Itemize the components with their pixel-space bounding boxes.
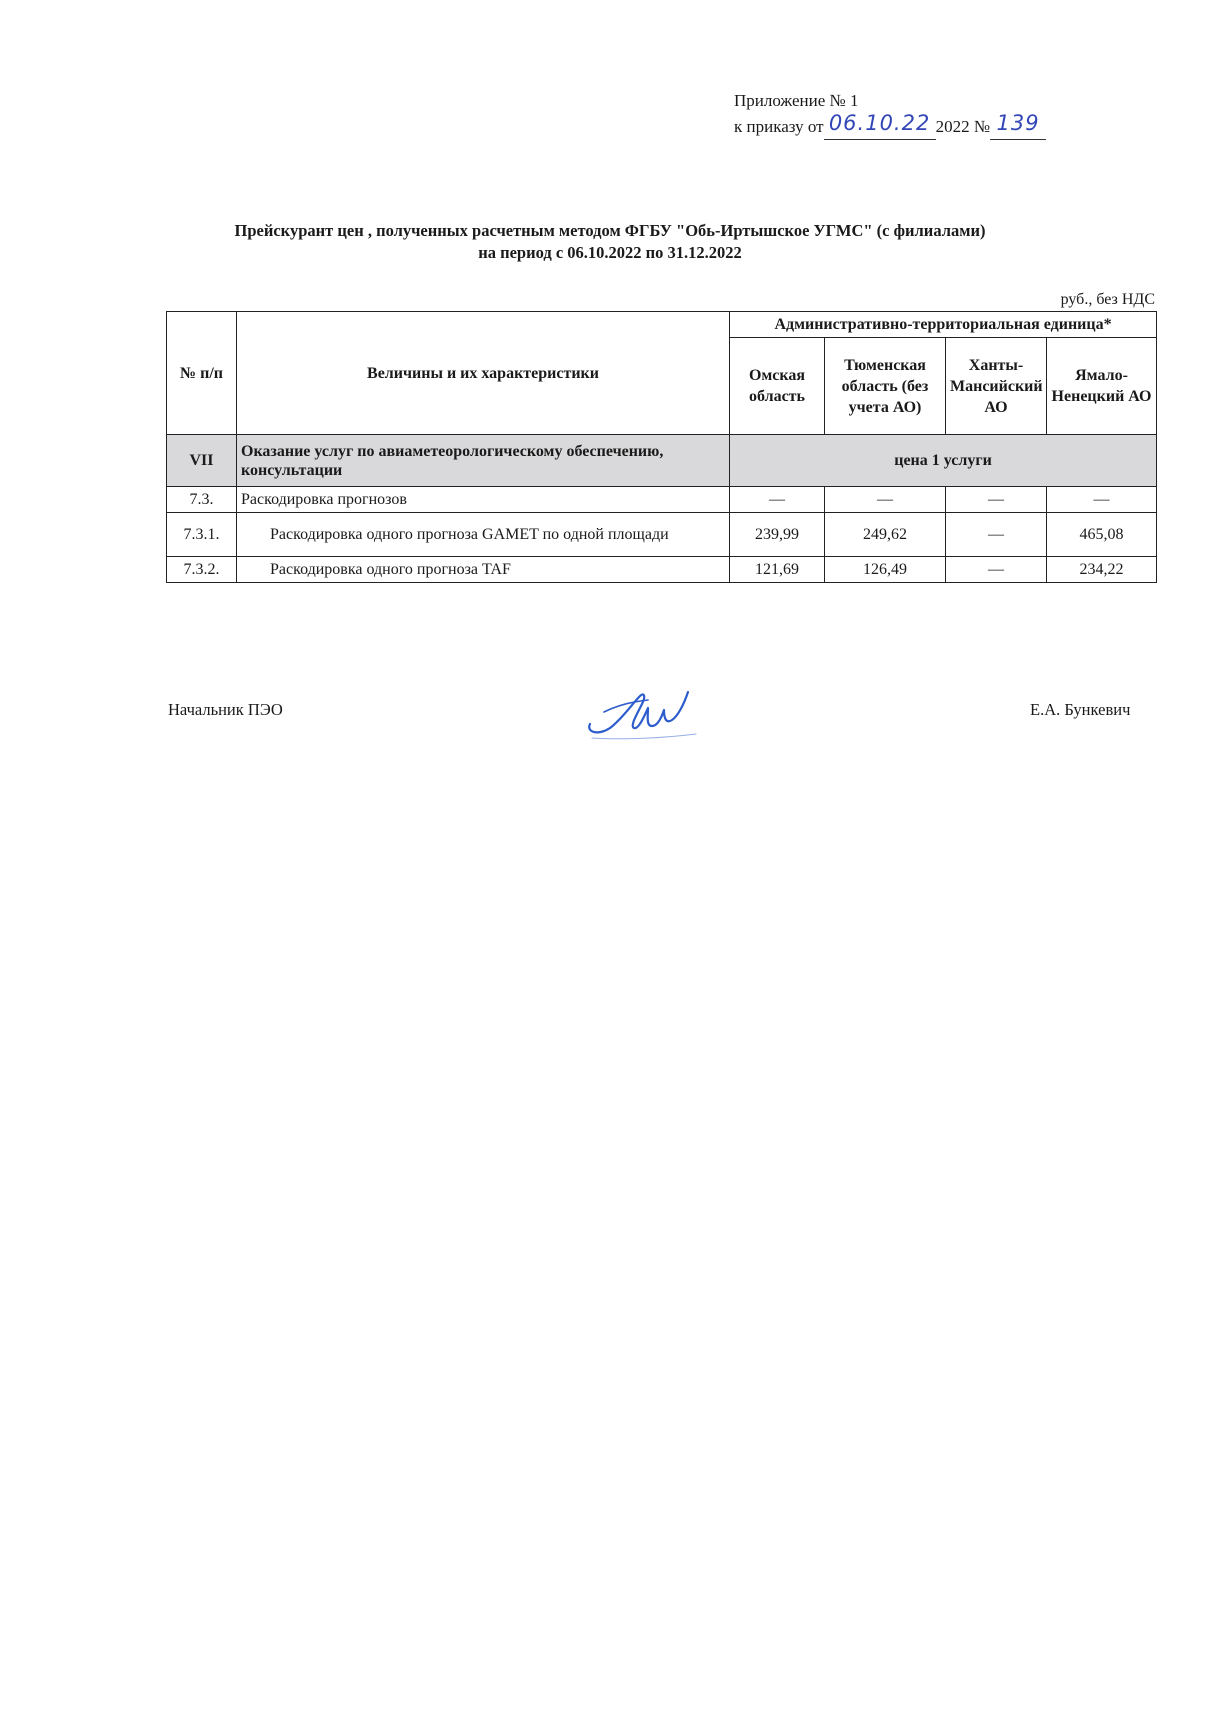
row-value-yanao: 234,22 [1047,557,1157,583]
header-name: Величины и их характеристики [237,312,730,435]
row-value-omsk: 239,99 [730,513,825,557]
header-num: № п/п [167,312,237,435]
row-value-khmao: — [946,487,1047,513]
title-line-2: на период с 06.10.2022 по 31.12.2022 [478,243,742,262]
row-value-tyumen: 249,62 [825,513,946,557]
order-date-handwritten: 06.10.22 [828,111,931,135]
row-value-khmao: — [946,557,1047,583]
appendix-title: Приложение № 1 [734,91,859,110]
row-num: 7.3.2. [167,557,237,583]
order-number-field [990,113,1046,140]
appendix-block [734,89,1046,140]
price-table [166,311,1157,583]
header-region-tyumen: Тюменская область (без учета АО) [825,338,946,435]
header-region-omsk: Омская область [730,338,825,435]
row-name: Раскодировка прогнозов [237,487,730,513]
table-row [167,513,1157,557]
table-row [167,487,1157,513]
section-price-label: цена 1 услуги [730,435,1157,487]
signatory-position: Начальник ПЭО [168,700,283,719]
row-value-tyumen: — [825,487,946,513]
row-value-yanao: — [1047,487,1157,513]
row-value-khmao: — [946,513,1047,557]
header-row-1 [167,312,1157,338]
row-value-tyumen: 126,49 [825,557,946,583]
units-note: руб., без НДС [1060,291,1155,308]
section-row [167,435,1157,487]
table-row [167,557,1157,583]
header-region-khmao: Ханты-Мансийский АО [946,338,1047,435]
order-date-field [824,113,936,140]
document-title [160,220,1060,264]
row-num: 7.3.1. [167,513,237,557]
order-number-handwritten: 139 [996,111,1040,135]
section-title: Оказание услуг по авиаметеорологическому обеспечению, консультации [237,435,730,487]
header-region-group: Административно-территориальная единица* [730,312,1157,338]
row-value-omsk: 121,69 [730,557,825,583]
row-name: Раскодировка одного прогноза TAF [237,557,730,583]
order-prefix: к приказу от [734,117,824,136]
row-value-omsk: — [730,487,825,513]
row-num: 7.3. [167,487,237,513]
section-num: VII [167,435,237,487]
row-name: Раскодировка одного прогноза GAMET по одной площади [237,513,730,557]
order-year: 2022 № [935,117,991,136]
handwritten-signature [584,682,699,742]
row-value-yanao: 465,08 [1047,513,1157,557]
title-line-1: Прейскурант цен , полученных расчетным методом ФГБУ "Обь-Иртышское УГМС" (с филиалами) [234,221,986,240]
appendix-order-line [734,113,1046,140]
signatory-name: Е.А. Бункевич [1030,700,1131,719]
header-region-yanao: Ямало-Ненецкий АО [1047,338,1157,435]
